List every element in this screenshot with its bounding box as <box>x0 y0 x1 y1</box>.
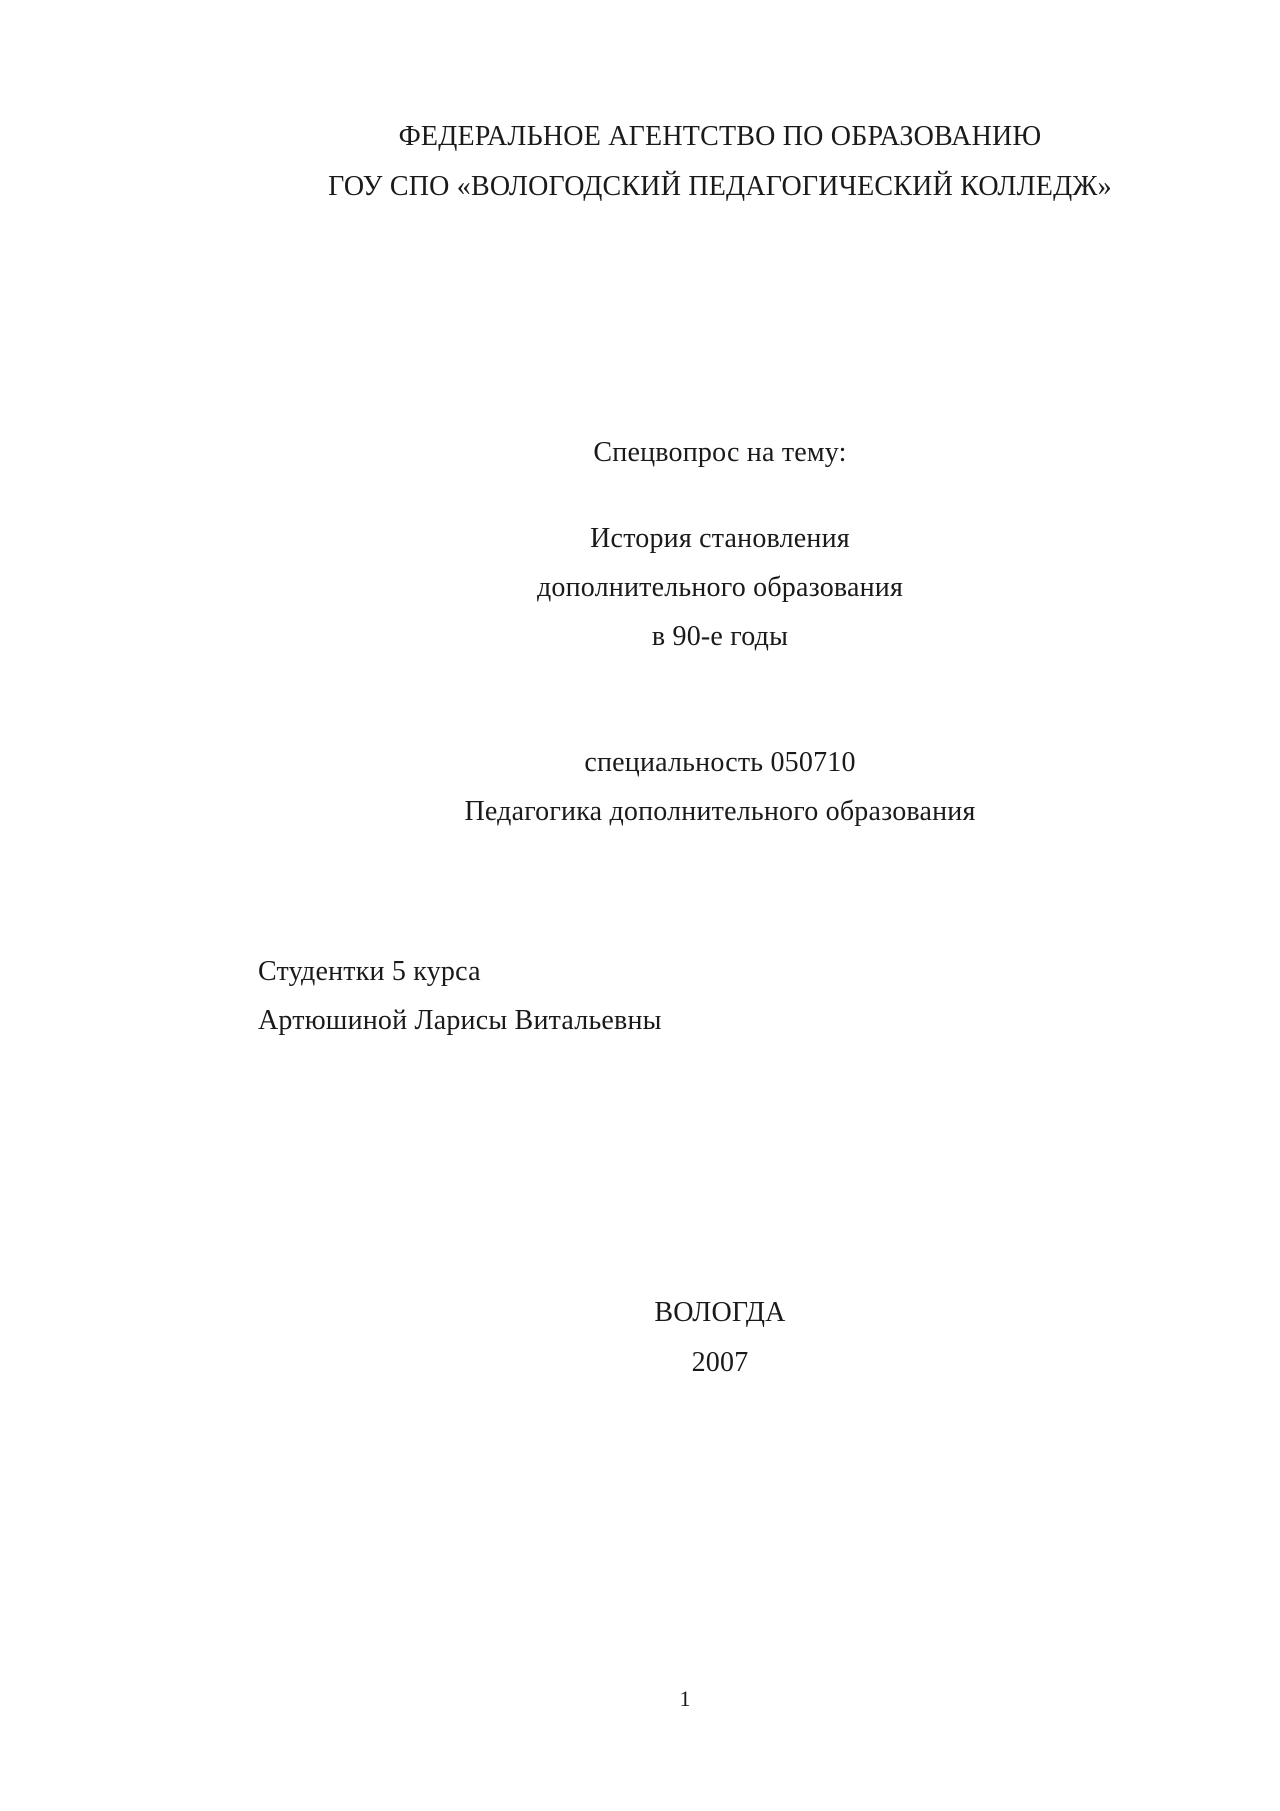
footer-city: ВОЛОГДА <box>654 1297 786 1328</box>
topic-title-line-1: История становления <box>590 523 850 554</box>
page-number: 1 <box>679 1686 691 1711</box>
topic-title-line-2: дополнительного образования <box>536 572 904 603</box>
footer-year: 2007 <box>691 1347 749 1378</box>
agency-heading: ФЕДЕРАЛЬНОЕ АГЕНТСТВО ПО ОБРАЗОВАНИЮ <box>398 121 1042 152</box>
topic-title-line-3: в 90-е годы <box>651 621 789 652</box>
author-name: Артюшиной Ларисы Витальевны <box>258 1005 662 1036</box>
specialty-code: специальность 050710 <box>584 747 856 778</box>
specialty-name: Педагогика дополнительного образования <box>464 796 976 827</box>
author-course: Студентки 5 курса <box>258 956 481 987</box>
topic-intro: Спецвопрос на тему: <box>593 437 847 468</box>
college-heading: ГОУ СПО «ВОЛОГОДСКИЙ ПЕДАГОГИЧЕСКИЙ КОЛЛЕДЖ» <box>328 171 1112 202</box>
